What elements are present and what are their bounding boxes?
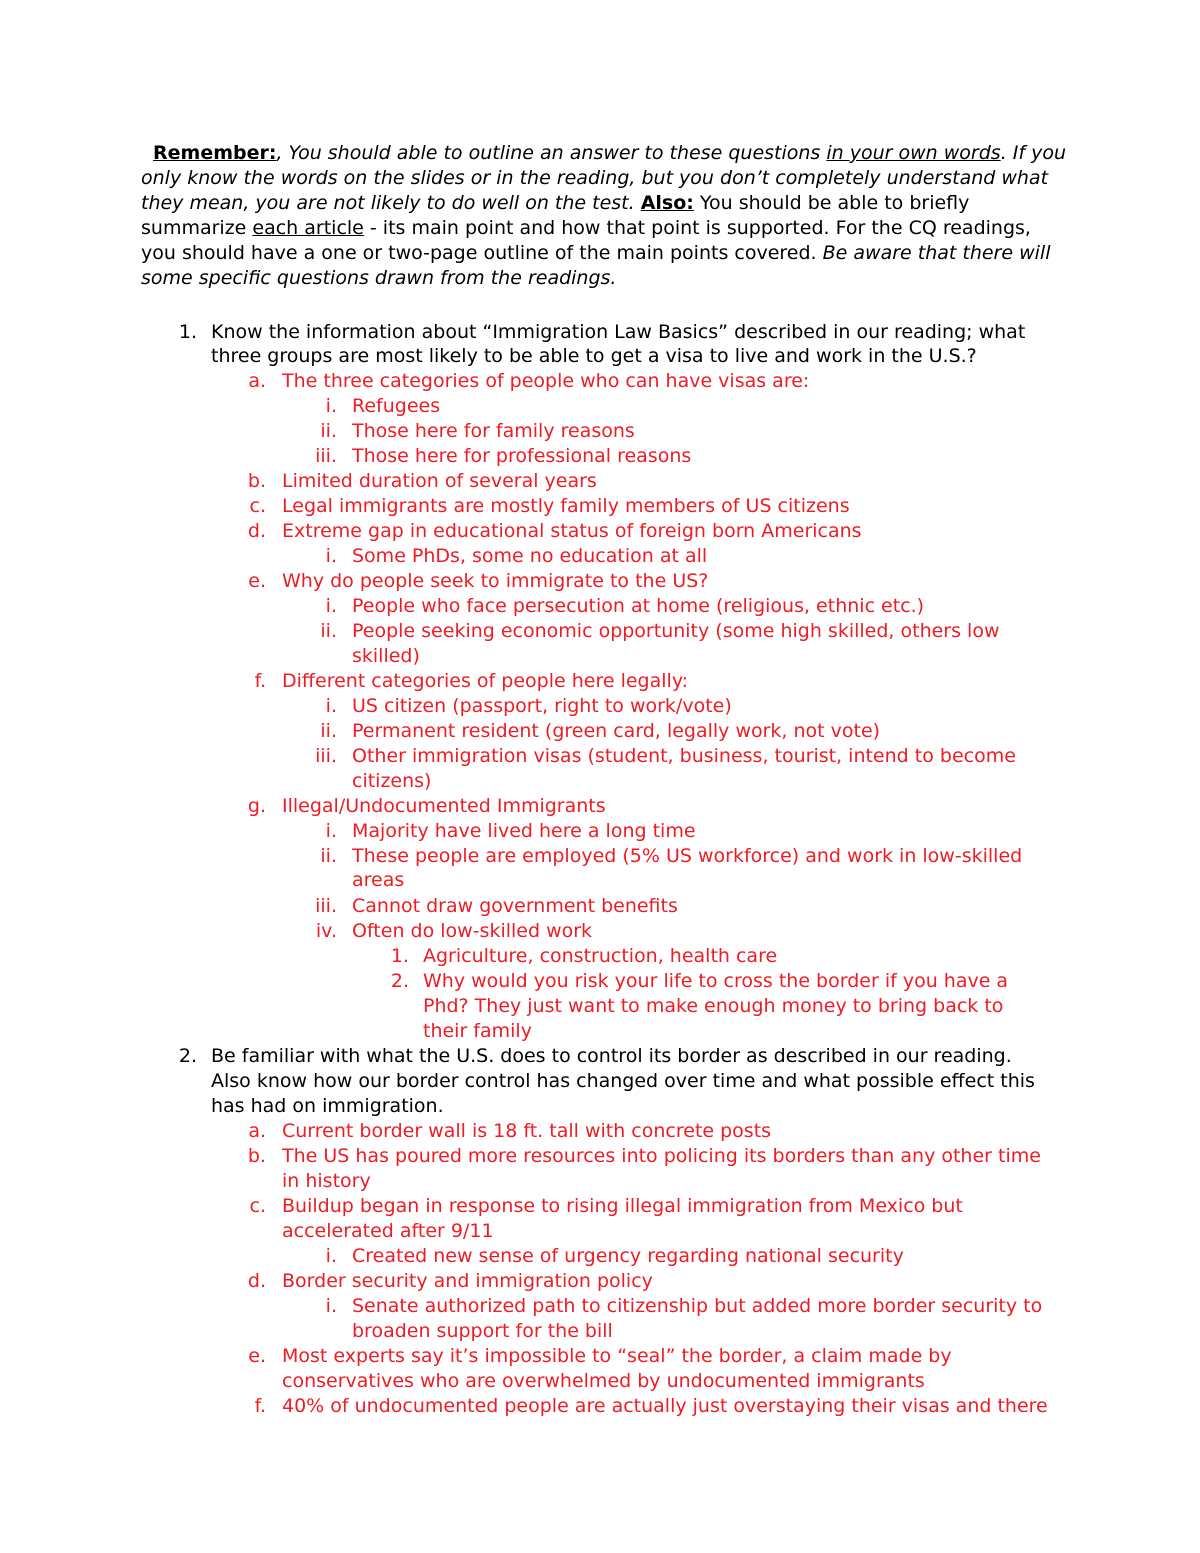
list-item-text: Most experts say it’s impossible to “seal” the border, a claim made by [282, 1345, 952, 1367]
list-item-text: Also know how our border control has changed over time and what possible effect this [211, 1070, 1035, 1092]
list-item-text: Legal immigrants are mostly family members of US citizens [282, 495, 850, 517]
intro-sentence-2a: You should be able to briefly summarize [141, 192, 970, 239]
list-item-text: in history [282, 1170, 371, 1192]
list-item-text: areas [352, 869, 405, 891]
list-item-text: has had on immigration. [211, 1095, 444, 1117]
list-item-text: Be familiar with what the U.S. does to control its border as described in our reading. [211, 1045, 1012, 1067]
list-item-text: Other immigration visas (student, business, tourist, intend to become [352, 745, 1016, 767]
list-item-text: Refugees [352, 395, 441, 417]
list-marker: i. [325, 1295, 337, 1317]
list-item-text: The US has poured more resources into policing its borders than any other time [282, 1145, 1041, 1167]
list-item-text: their family [423, 1020, 532, 1042]
list-item-text: Often do low-skilled work [352, 920, 593, 942]
list-marker: b. [247, 1145, 266, 1167]
intro-sentence-2b: - its main point and how that point is supported. For the CQ readings, you should have a one or two-page outline of the main points covered. [141, 217, 1031, 264]
list-marker: d. [247, 1270, 266, 1292]
list-item-text: Some PhDs, some no education at all [352, 545, 708, 567]
list-item-text: Current border wall is 18 ft. tall with concrete posts [282, 1120, 772, 1142]
intro-sentence-1a: , You should able to outline an answer to these questions [276, 142, 827, 164]
list-item-text: three groups are most likely to be able to get a visa to live and work in the U.S.? [211, 345, 977, 367]
list-item-text: Agriculture, construction, health care [423, 945, 778, 967]
list-item-text: Those here for professional reasons [352, 445, 692, 467]
list-marker: i. [325, 820, 337, 842]
list-marker: iii. [315, 895, 337, 917]
list-marker: f. [254, 670, 266, 692]
list-marker: i. [325, 395, 337, 417]
list-item-text: People who face persecution at home (religious, ethnic etc.) [352, 595, 925, 617]
list-item-text: Buildup began in response to rising illegal immigration from Mexico but [282, 1195, 963, 1217]
list-item-text: Senate authorized path to citizenship but added more border security to [352, 1295, 1043, 1317]
list-item-text: US citizen (passport, right to work/vote) [352, 695, 732, 717]
list-item-text: broaden support for the bill [352, 1320, 613, 1342]
list-item-text: conservatives who are overwhelmed by undocumented immigrants [282, 1370, 925, 1392]
list-marker: d. [247, 520, 266, 542]
list-marker: 1. [178, 321, 197, 343]
intro-underlined-each-article: each article [252, 217, 364, 239]
list-item-text: skilled) [352, 645, 420, 667]
list-marker: a. [248, 370, 266, 392]
list-marker: ii. [320, 845, 337, 867]
list-item-text: Different categories of people here legally: [282, 670, 689, 692]
list-item-text: 40% of undocumented people are actually just overstaying their visas and there [282, 1395, 1048, 1417]
list-item-text: These people are employed (5% US workforce) and work in low-skilled [352, 845, 1023, 867]
list-item-text: Know the information about “Immigration Law Basics” described in our reading; what [211, 321, 1026, 343]
list-marker: i. [325, 1245, 337, 1267]
list-marker: iii. [315, 445, 337, 467]
list-item-text: Why do people seek to immigrate to the US? [282, 570, 709, 592]
list-item-text: Created new sense of urgency regarding national security [352, 1245, 904, 1267]
list-marker: iii. [315, 745, 337, 767]
also-label: Also: [640, 192, 694, 214]
list-marker: i. [325, 695, 337, 717]
list-marker: c. [249, 495, 266, 517]
list-item-text: Cannot draw government benefits [352, 895, 678, 917]
intro-paragraph [141, 141, 1071, 291]
remember-label: Remember: [153, 142, 277, 164]
list-item-text: Why would you risk your life to cross the border if you have a [423, 970, 1009, 992]
list-marker: e. [248, 570, 266, 592]
list-item-text: Permanent resident (green card, legally work, not vote) [352, 720, 881, 742]
list-item-text: Extreme gap in educational status of foreign born Americans [282, 520, 862, 542]
list-marker: f. [254, 1395, 266, 1417]
list-item-text: Phd? They just want to make enough money to bring back to [423, 995, 1004, 1017]
list-item-text: Majority have lived here a long time [352, 820, 696, 842]
list-marker: ii. [320, 620, 337, 642]
list-marker: 2. [178, 1045, 197, 1067]
list-marker: a. [248, 1120, 266, 1142]
list-marker: i. [325, 545, 337, 567]
list-marker: e. [248, 1345, 266, 1367]
list-item-text: People seeking economic opportunity (some high skilled, others low [352, 620, 1000, 642]
list-item-text: Limited duration of several years [282, 470, 597, 492]
list-marker: b. [247, 470, 266, 492]
list-item-text: Border security and immigration policy [282, 1270, 653, 1292]
intro-sentence-1b: . If you only know the words on the slides or in the reading, but you don’t completely understand what they mean, you are not likely to do well on the test. [141, 142, 1067, 214]
list-marker: 1. [390, 945, 409, 967]
list-marker: c. [249, 1195, 266, 1217]
list-marker: iv. [315, 920, 337, 942]
list-marker: ii. [320, 420, 337, 442]
list-item-text: The three categories of people who can have visas are: [282, 370, 810, 392]
list-marker: g. [247, 795, 266, 817]
list-marker: 2. [390, 970, 409, 992]
intro-underlined-own-words: in your own words [826, 142, 1001, 164]
list-item-text: citizens) [352, 770, 432, 792]
list-marker: i. [325, 595, 337, 617]
list-item-text: accelerated after 9/11 [282, 1220, 494, 1242]
list-marker: ii. [320, 720, 337, 742]
list-item-text: Those here for family reasons [352, 420, 635, 442]
list-item-text: Illegal/Undocumented Immigrants [282, 795, 606, 817]
intro-sentence-3: Be aware that there will some specific questions drawn from the readings. [141, 242, 1051, 289]
